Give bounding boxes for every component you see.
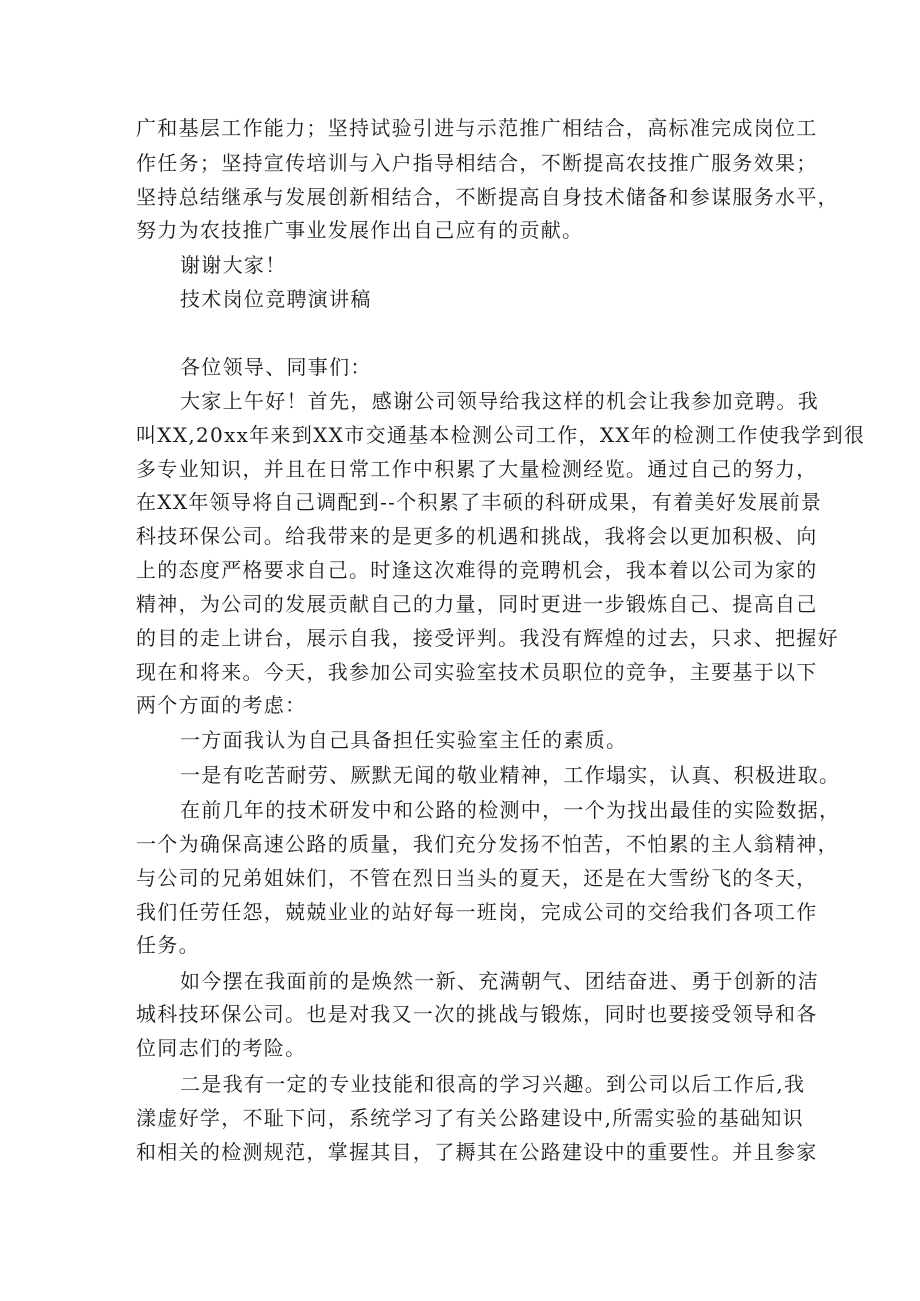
salutation: 各位领导、同事们： [180, 355, 372, 379]
closing-line: 谢谢大家！ [180, 253, 287, 277]
paragraph-line: 多专业知识，并且在日常工作中积累了大量检测经览。通过自己的努力， [136, 457, 818, 481]
paragraph-line: 广和基层工作能力；坚持试验引进与示范推广相结合，高标准完成岗位工 [136, 116, 818, 140]
paragraph-line: 任务。 [136, 933, 200, 957]
paragraph-line: 漾虚好学，不耻下问，系统学习了有关公路建设中,所需实验的基础知识 [136, 1106, 804, 1130]
paragraph-line: 大家上午好！首先，感谢公司领导给我这样的机会让我参加竞聘。我 [180, 389, 819, 413]
paragraph-line: 城科技环保公司。也是对我又一次的挑战与锻炼，同时也要接受领导和各 [136, 1002, 818, 1026]
paragraph-line: 我们任劳任怨，兢兢业业的站好每一班岗，完成公司的交给我们各项工作 [136, 900, 818, 924]
paragraph-line: 叫XX,20xx年来到XX市交通基本检测公司工作，XX年的检测工作使我学到很 [136, 423, 866, 447]
section-title: 技术岗位竞聘演讲稿 [180, 287, 372, 311]
paragraph-line: 精神，为公司的发展贡献自己的力量，同时更进一步锻炼自己、提高自己 [136, 592, 818, 616]
paragraph-line: 一方面我认为自己具备担任实验室主任的素质。 [180, 728, 628, 752]
paragraph-line: 作任务；坚持宣传培训与入户指导相结合，不断提高农技推广服务效果； [136, 151, 818, 175]
paragraph-line: 现在和将来。今天，我参加公司实验室技术员职位的竞争，主要基于以下 [136, 660, 818, 684]
paragraph-line: 在前几年的技术研发中和公路的检测中，一个为找出最佳的实险数据， [180, 798, 841, 822]
paragraph-line: 上的态度严格要求自己。时逢这次难得的竞聘机会，我本着以公司为家的 [136, 558, 818, 582]
paragraph-line: 坚持总结继承与发展创新相结合，不断提高自身技术储备和参谋服务水平， [136, 185, 839, 209]
paragraph-line: 在XX年领导将自己调配到--个积累了丰硕的科研成果，有着美好发展前景 [136, 490, 823, 514]
paragraph-line: 两个方面的考虑： [136, 693, 307, 717]
paragraph-line: 一是有吃苦耐劳、厥默无闻的敬业精神，工作塌实，认真、积极进取。 [180, 763, 841, 787]
paragraph-line: 与公司的兄弟姐妹们，不管在烈日当头的夏天，还是在大雪纷飞的冬天， [136, 866, 818, 890]
paragraph-line: 的目的走上讲台，展示自我，接受评判。我没有辉煌的过去，只求、把握好 [136, 626, 839, 650]
paragraph-line: 科技环保公司。给我带来的是更多的机遇和挑战，我将会以更加积极、向 [136, 524, 818, 548]
paragraph-line: 二是我有一定的专业技能和很高的学习兴趣。到公司以后工作后,我 [180, 1072, 806, 1096]
paragraph-line: 努力为农技推广事业发展作出自己应有的贡献。 [136, 218, 584, 242]
paragraph-line: 和相关的检测规范，掌握其目，了耨其在公路建设中的重要性。并且参家 [136, 1140, 818, 1164]
paragraph-line: 位同志们的考险。 [136, 1036, 307, 1060]
paragraph-line: 如今摆在我面前的是焕然一新、充满朝气、团结奋进、勇于创新的洁 [180, 969, 819, 993]
paragraph-line: 一个为确保高速公路的质量，我们充分发扬不怕苦，不怕累的主人翁精神， [136, 832, 839, 856]
